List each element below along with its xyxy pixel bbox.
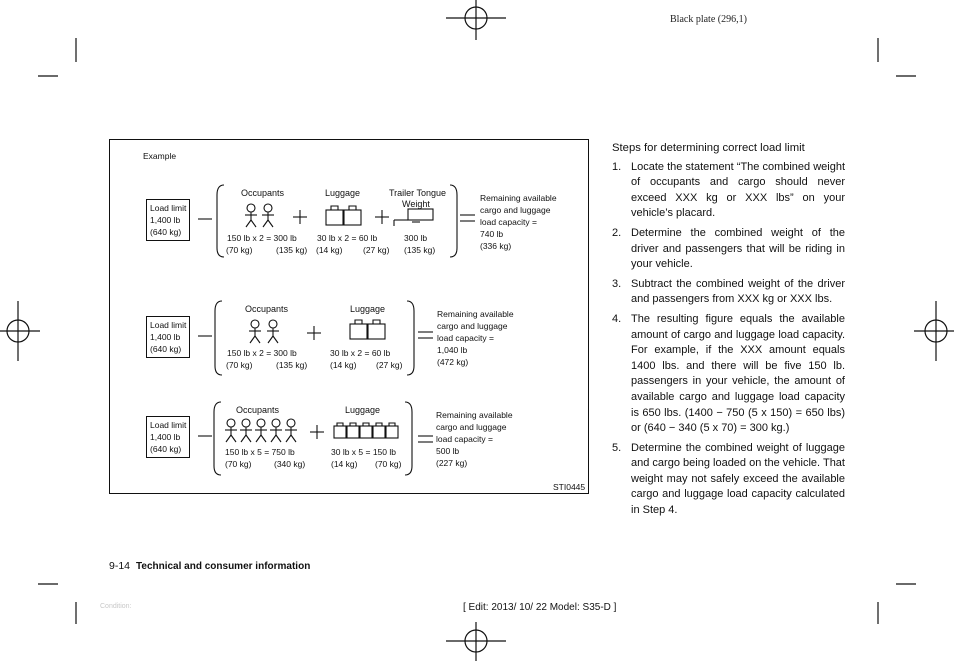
luggage-metric-total: (70 kg) — [375, 459, 402, 469]
luggage-metric-each: (14 kg) — [330, 360, 357, 370]
trailer-heading: Trailer Tongue — [389, 188, 447, 198]
luggage-icon — [334, 423, 346, 438]
occupants-heading: Occupants — [236, 405, 280, 415]
luggage-calc: 30 lb x 5 = 150 lb — [331, 447, 396, 457]
remaining-capacity: Remaining available cargo and luggage load capacity = 1,040 lb (472 kg) — [437, 309, 514, 367]
luggage-heading: Luggage — [325, 188, 361, 198]
occupants-metric-each: (70 kg) — [225, 459, 252, 469]
person-icon — [270, 419, 282, 442]
load-limit-box: Load limit 1,400 lb (640 kg) — [146, 199, 190, 241]
step-item: 2. Determine the combined weight of the driver and passengers that will be riding in your vehicle. — [612, 226, 845, 271]
load-limit-box: Load limit 1,400 lb (640 kg) — [146, 316, 190, 358]
step-item: 1. Locate the statement “The combined weight of occupants and cargo should never exceed XXX kg or XXX lbs” on your vehicle’s placard. — [612, 160, 846, 220]
section-title: Technical and consumer information — [136, 561, 311, 572]
person-icon — [285, 419, 297, 442]
luggage-metric-total: (27 kg) — [363, 245, 390, 255]
remaining-capacity: Remaining available cargo and luggage load capacity = 500 lb (227 kg) — [436, 410, 513, 468]
black-plate-label: Black plate (296,1) — [670, 14, 747, 25]
figure-title: Example — [143, 151, 177, 161]
steps-title: Steps for determining correct load limit — [612, 142, 805, 154]
figure-id: STI0445 — [553, 482, 586, 492]
trailer-metric: (135 kg) — [404, 245, 436, 255]
load-limit-box: Load limit 1,400 lb (640 kg) — [146, 416, 190, 458]
luggage-icon — [386, 423, 398, 438]
trailer-heading-line2: Weight — [402, 199, 430, 209]
luggage-heading: Luggage — [345, 405, 381, 415]
example-3-graphics — [110, 140, 590, 495]
steps-section — [612, 141, 845, 523]
luggage-icon — [360, 423, 372, 438]
step-item: 3. Subtract the combined weight of the driver and passengers from XXX kg or XXX lbs. — [612, 277, 845, 306]
page-number: 9-14 — [109, 560, 131, 572]
load-limit-figure — [109, 139, 589, 494]
occupants-calc: 150 lb x 2 = 300 lb — [227, 233, 297, 243]
luggage-icon — [347, 423, 359, 438]
luggage-heading: Luggage — [350, 304, 386, 314]
occupants-metric-total: (135 kg) — [276, 245, 308, 255]
luggage-calc: 30 lb x 2 = 60 lb — [317, 233, 378, 243]
occupants-calc: 150 lb x 5 = 750 lb — [225, 447, 295, 457]
edit-info: [ Edit: 2013/ 10/ 22 Model: S35-D ] — [463, 602, 617, 613]
page-footer — [109, 560, 310, 572]
luggage-icon — [373, 423, 385, 438]
occupants-metric-total: (135 kg) — [276, 360, 308, 370]
occupants-calc: 150 lb x 2 = 300 lb — [227, 348, 297, 358]
occupants-metric-each: (70 kg) — [226, 360, 253, 370]
person-icon — [240, 419, 252, 442]
occupants-metric-each: (70 kg) — [226, 245, 253, 255]
step-item: 5. Determine the combined weight of luggage and cargo being loaded on the vehicle. That weight may not safely exceed the available cargo and luggage load capacity calculated in Step 4. — [612, 441, 845, 517]
person-icon — [225, 419, 237, 442]
person-icon — [255, 419, 267, 442]
luggage-metric-each: (14 kg) — [316, 245, 343, 255]
occupants-heading: Occupants — [241, 188, 285, 198]
luggage-metric-total: (27 kg) — [376, 360, 403, 370]
condition-label: Condition: — [100, 603, 132, 610]
occupants-metric-total: (340 kg) — [274, 459, 306, 469]
step-item: 4. The resulting figure equals the available amount of cargo and luggage load capacity. For example, if the XXX amount equals 1400 lbs. and there will be five 150 lb. passengers in your vehicle, the amount of available cargo and luggage load capacity is 650 lbs. (1400 − 750 (5 x 150) = 650 lbs) or (640 − 340 (5 x 70) = 300 kg.) — [612, 312, 845, 435]
occupants-heading: Occupants — [245, 304, 289, 314]
trailer-calc: 300 lb — [404, 233, 428, 243]
remaining-capacity: Remaining available cargo and luggage load capacity = 740 lb (336 kg) — [480, 193, 557, 251]
luggage-calc: 30 lb x 2 = 60 lb — [330, 348, 391, 358]
luggage-metric-each: (14 kg) — [331, 459, 358, 469]
